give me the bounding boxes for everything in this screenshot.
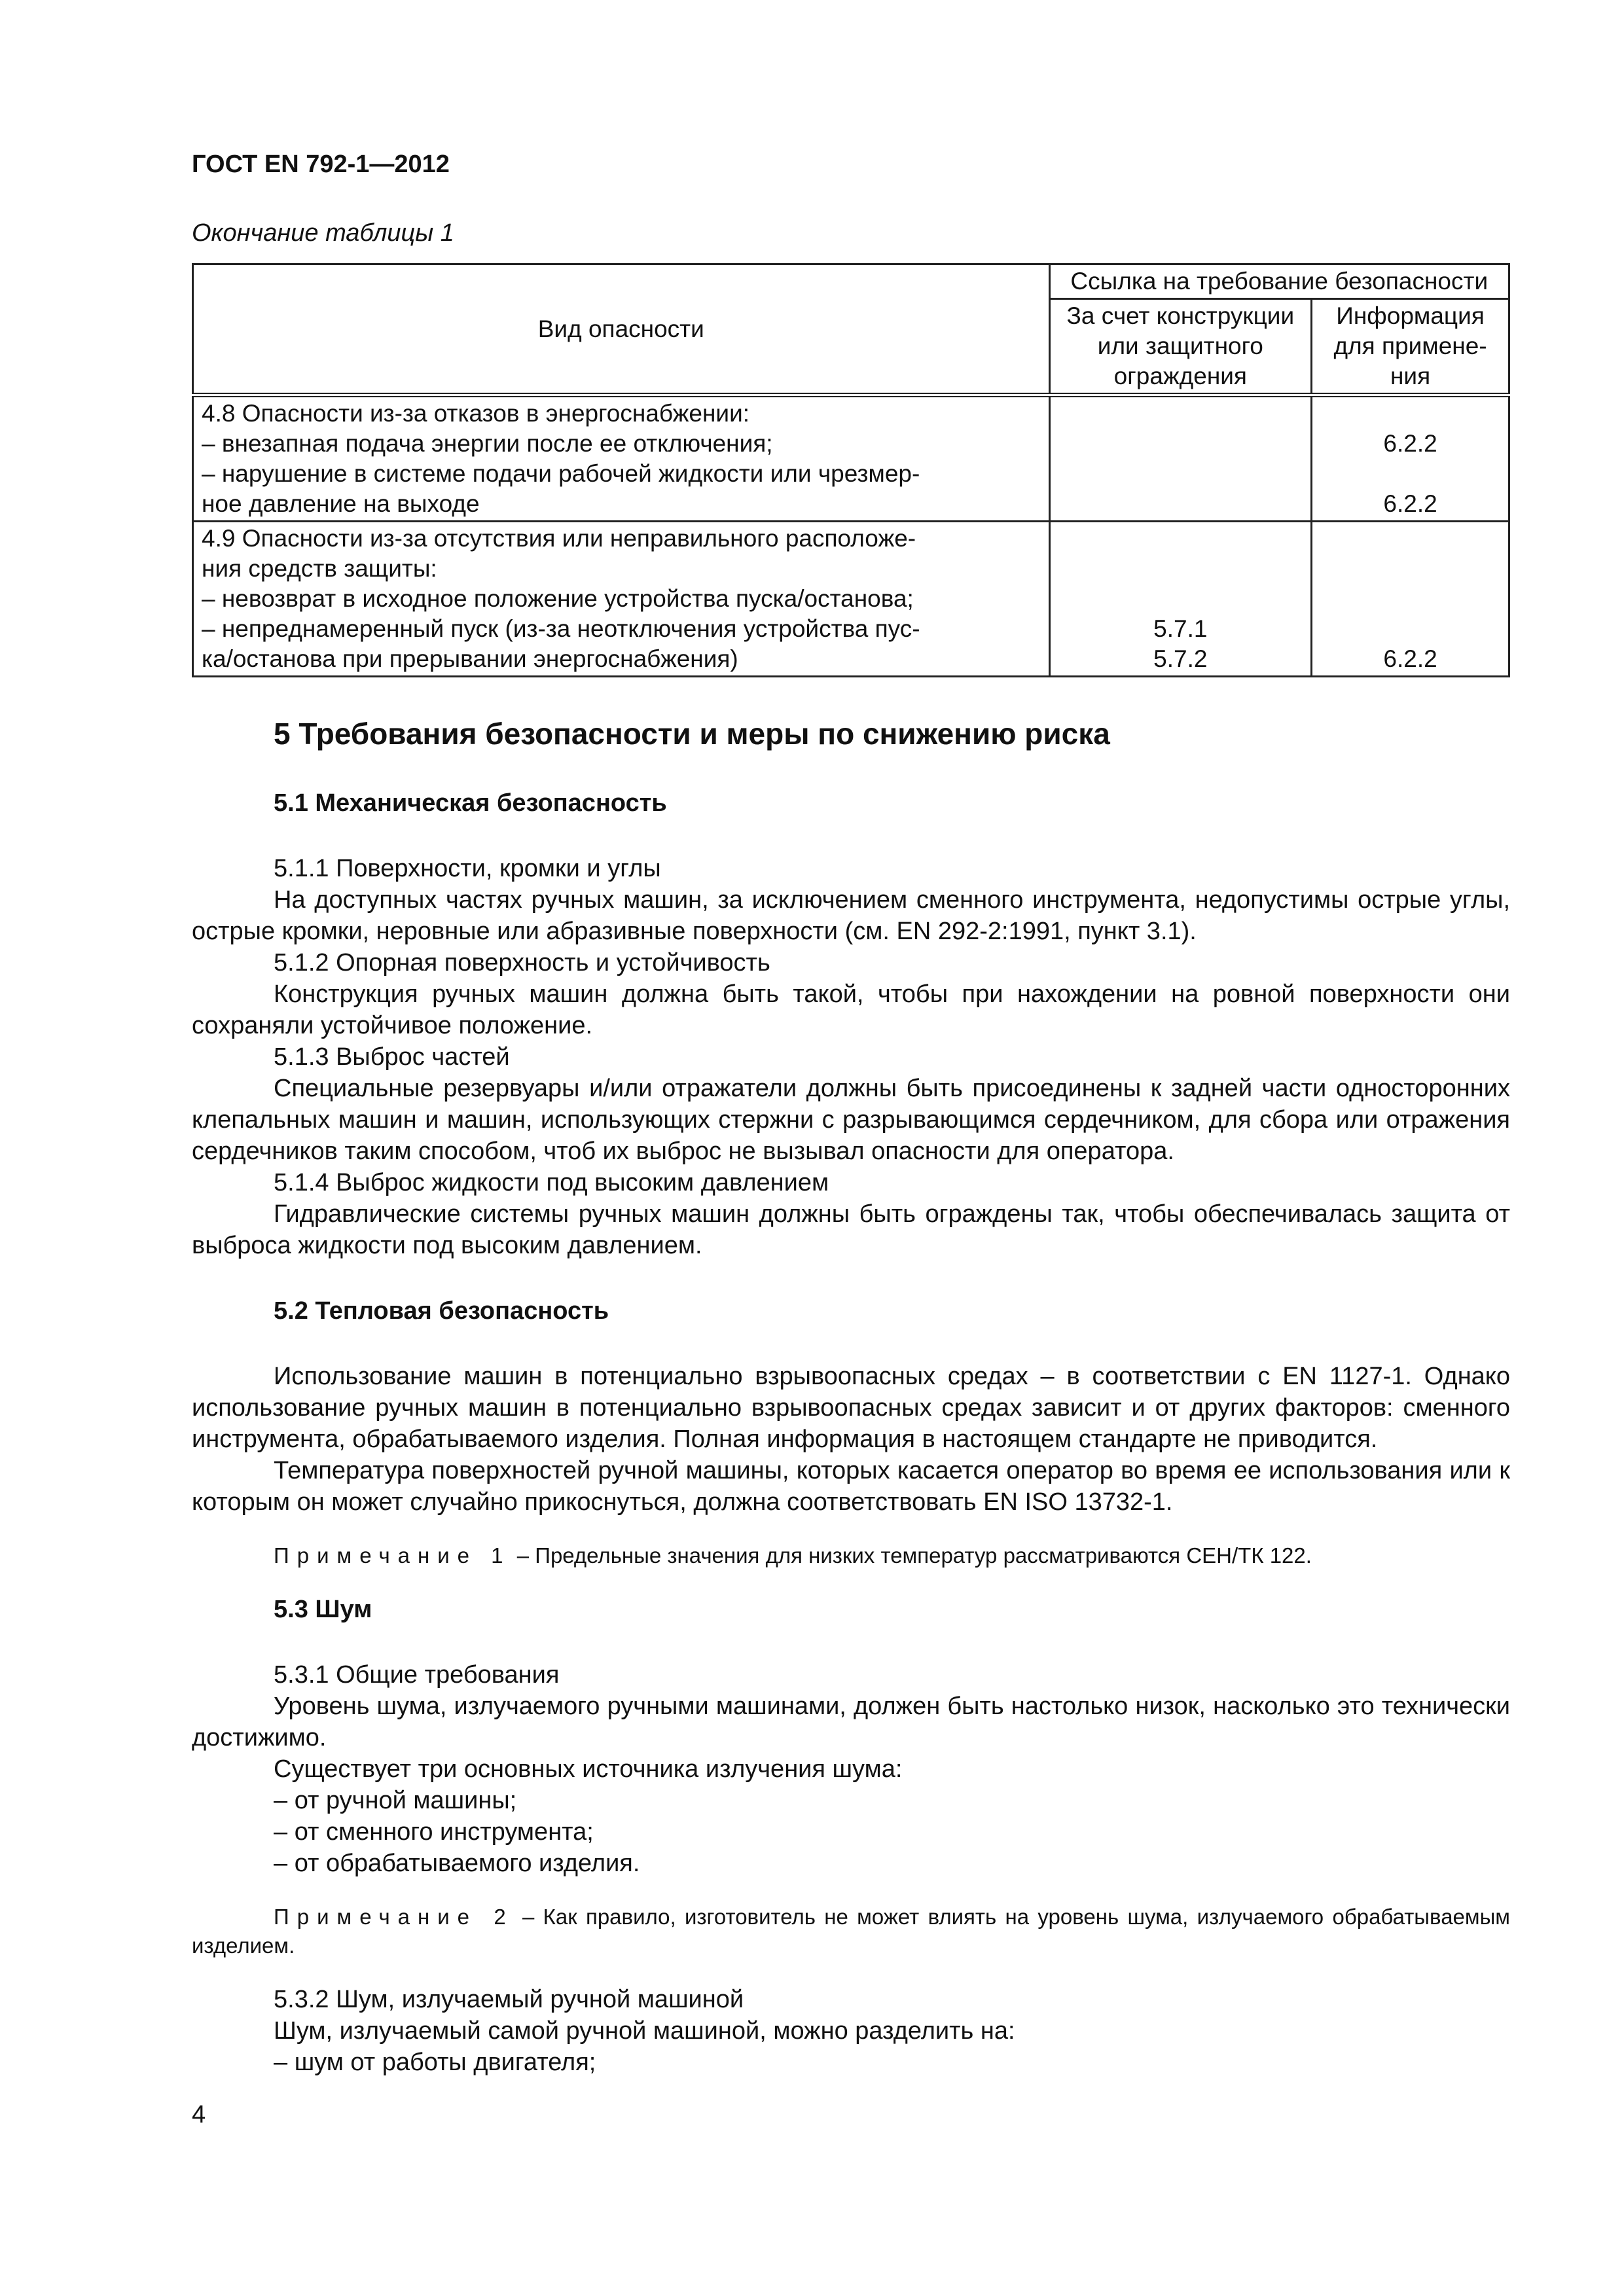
clause-heading: 5.1.3 Выброс частей <box>274 1043 510 1071</box>
table-caption: Окончание таблицы 1 <box>192 219 454 247</box>
paragraph: Существует три основных источника излучения шума: <box>274 1755 903 1783</box>
header-safety-reference: Ссылка на требование безопасности <box>1049 264 1509 299</box>
header-hazard: Вид опасности <box>193 264 1050 395</box>
clause-heading: 5.1.1 Поверхности, кромки и углы <box>274 855 661 882</box>
paragraph: Уровень шума, излучаемого ручными машинами, должен быть настолько низок, насколько это технически достижимо. <box>192 1693 1510 1751</box>
hazard-cell: 4.9 Опасности из-за отсутствия или неправильного расположе- ния средств защиты: – невозврат в исходное положение устройства пуска/останова; – непреднамеренный пуск (из-за неотключения устройства пус- ка/останова при прерывании энергоснабжения) <box>193 522 1050 677</box>
note-1: Примечание 1 – Предельные значения для низких температур рассматриваются СЕН/ТК 122. <box>274 1543 1312 1568</box>
list-item: – от обрабатываемого изделия. <box>274 1850 640 1877</box>
paragraph: Специальные резервуары и/или отражатели должны быть присоединены к задней части односторонних клепальных машин и машин, использующих стержни с разрывающимся сердечником, для сбора или отражения сердечников таким способом, чтоб их выброс не вызывал опасности для оператора. <box>192 1075 1510 1165</box>
info-cell: 6.2.2 6.2.2 <box>1312 395 1509 522</box>
subsection-5-3-title: 5.3 Шум <box>274 1596 372 1623</box>
section-5-title: 5 Требования безопасности и меры по снижению риска <box>274 717 1110 751</box>
paragraph: На доступных частях ручных машин, за исключением сменного инструмента, недопустимы острые углы, острые кромки, неровные или абразивные поверхности (см. EN 292-2:1991, пункт 3.1). <box>192 886 1510 945</box>
hazard-cell: 4.8 Опасности из-за отказов в энергоснабжении: – внезапная подача энергии после ее отключения; – нарушение в системе подачи рабочей жидкости или чрезмер- ное давление на выходе <box>193 395 1050 522</box>
design-cell: 5.7.1 5.7.2 <box>1049 522 1312 677</box>
design-cell <box>1049 395 1312 522</box>
document-code: ГОСТ EN 792-1—2012 <box>192 151 450 178</box>
paragraph: Температура поверхностей ручной машины, которых касается оператор во время ее использования или к которым он может случайно прикоснуться, должна соответствовать EN ISO 13732-1. <box>192 1457 1510 1516</box>
clause-heading: 5.1.4 Выброс жидкости под высоким давлением <box>274 1169 829 1196</box>
table-row <box>193 395 1509 522</box>
paragraph: Использование машин в потенциально взрывоопасных средах – в соответствии с EN 1127-1. Однако использование ручных машин в потенциально взрывоопасных средах зависит и от других факторов: сменного инструмента, обрабатываемого изделия. Полная информация в настоящем стандарте не приводится. <box>192 1363 1510 1453</box>
clause-heading: 5.1.2 Опорная поверхность и устойчивость <box>274 949 770 977</box>
document-page <box>192 151 1510 2078</box>
list-item: – от сменного инструмента; <box>274 1818 594 1846</box>
subsection-5-1-title: 5.1 Механическая безопасность <box>274 789 667 817</box>
paragraph: Шум, излучаемый самой ручной машиной, можно разделить на: <box>274 2017 1015 2045</box>
clause-heading: 5.3.2 Шум, излучаемый ручной машиной <box>274 1986 744 2013</box>
table-row <box>193 522 1509 677</box>
list-item: – от ручной машины; <box>274 1787 517 1814</box>
note-2: Примечание 2 – Как правило, изготовитель не может влиять на уровень шума, излучаемого обрабатываемым изделием. <box>192 1905 1510 1958</box>
hazards-table <box>192 263 1510 677</box>
header-design: За счет конструкции или защитного ограждения <box>1049 299 1312 395</box>
paragraph: Конструкция ручных машин должна быть такой, чтобы при нахождении на ровной поверхности они сохраняли устойчивое положение. <box>192 980 1510 1039</box>
paragraph: Гидравлические системы ручных машин должны быть ограждены так, чтобы обеспечивалась защита от выброса жидкости под высоким давлением. <box>192 1200 1510 1259</box>
subsection-5-2-title: 5.2 Тепловая безопасность <box>274 1297 609 1325</box>
page-number: 4 <box>192 2101 206 2128</box>
clause-heading: 5.3.1 Общие требования <box>274 1661 560 1689</box>
header-info: Информация для примене- ния <box>1312 299 1509 395</box>
info-cell: 6.2.2 <box>1312 522 1509 677</box>
list-item: – шум от работы двигателя; <box>274 2049 596 2076</box>
